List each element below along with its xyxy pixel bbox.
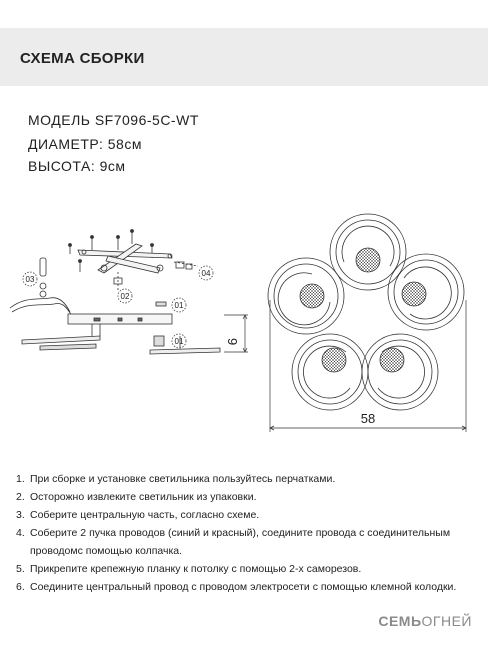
brand-part2: ОГНЕЙ bbox=[421, 613, 472, 629]
step-text-line2: проводомс помощью колпачка. bbox=[30, 545, 183, 557]
spec-height-label: ВЫСОТА: bbox=[28, 158, 96, 174]
ring-left bbox=[268, 258, 344, 334]
list-item bbox=[16, 560, 478, 578]
top-view-rings bbox=[268, 214, 464, 410]
step-text: Осторожно извлеките светильник из упаковки. bbox=[30, 491, 257, 503]
step-text: Соедините центральный провод с проводом электросети с помощью клемной колодки. bbox=[30, 581, 457, 593]
callout-01-bottom-label: 01 bbox=[174, 337, 184, 346]
list-item bbox=[16, 524, 478, 542]
callout-03 bbox=[23, 272, 37, 286]
callout-02 bbox=[118, 289, 132, 303]
list-item bbox=[16, 470, 478, 488]
list-item-continuation bbox=[16, 542, 478, 560]
exploded-assembly bbox=[10, 230, 220, 355]
step-number: 1. bbox=[16, 473, 25, 485]
step-number: 4. bbox=[16, 527, 25, 539]
brand-part1: СЕМЬ bbox=[378, 613, 422, 629]
height-dimension-label: 9 bbox=[225, 338, 240, 346]
step-text: Соберите центральную часть, согласно схеме. bbox=[30, 509, 260, 521]
step-number: 6. bbox=[16, 581, 25, 593]
callout-02-label: 02 bbox=[120, 292, 130, 301]
height-dimension bbox=[224, 315, 248, 352]
step-number: 3. bbox=[16, 509, 25, 521]
callout-01-top-label: 01 bbox=[174, 301, 184, 310]
callout-04-label: 04 bbox=[201, 269, 211, 278]
step-number: 2. bbox=[16, 491, 25, 503]
ring-bottom-left bbox=[292, 334, 368, 410]
ring-top bbox=[330, 214, 406, 290]
ring-right bbox=[388, 254, 464, 330]
callout-01-top bbox=[172, 298, 186, 312]
step-text: Прикрепите крепежную планку к потолку с помощью 2-х саморезов. bbox=[30, 563, 362, 575]
callout-01-bottom bbox=[172, 334, 186, 348]
ring-bottom-right bbox=[362, 334, 438, 410]
step-text: При сборке и установке светильника пользуйтесь перчатками. bbox=[30, 473, 336, 485]
brand-logo bbox=[378, 613, 472, 629]
list-item bbox=[16, 506, 478, 524]
callout-04 bbox=[199, 266, 213, 280]
spec-diameter-label: ДИАМЕТР: bbox=[28, 136, 104, 152]
step-number: 5. bbox=[16, 563, 25, 575]
step-text bbox=[30, 524, 478, 542]
spec-model-value: SF7096-5C-WT bbox=[94, 112, 199, 128]
diameter-dimension-label: 58 bbox=[360, 411, 376, 426]
spec-diameter-value: 58см bbox=[107, 136, 142, 152]
page-title: СХЕМА СБОРКИ bbox=[20, 50, 145, 67]
step-text-line1: Соберите 2 пучка проводов (синий и красный), соедините провода с соединительным bbox=[30, 527, 451, 539]
list-item bbox=[16, 578, 478, 596]
list-item bbox=[16, 488, 478, 506]
callout-03-label: 03 bbox=[25, 275, 35, 284]
spec-height-value: 9см bbox=[99, 158, 126, 174]
spec-model-label: МОДЕЛЬ bbox=[28, 112, 91, 128]
instruction-list bbox=[16, 470, 478, 596]
